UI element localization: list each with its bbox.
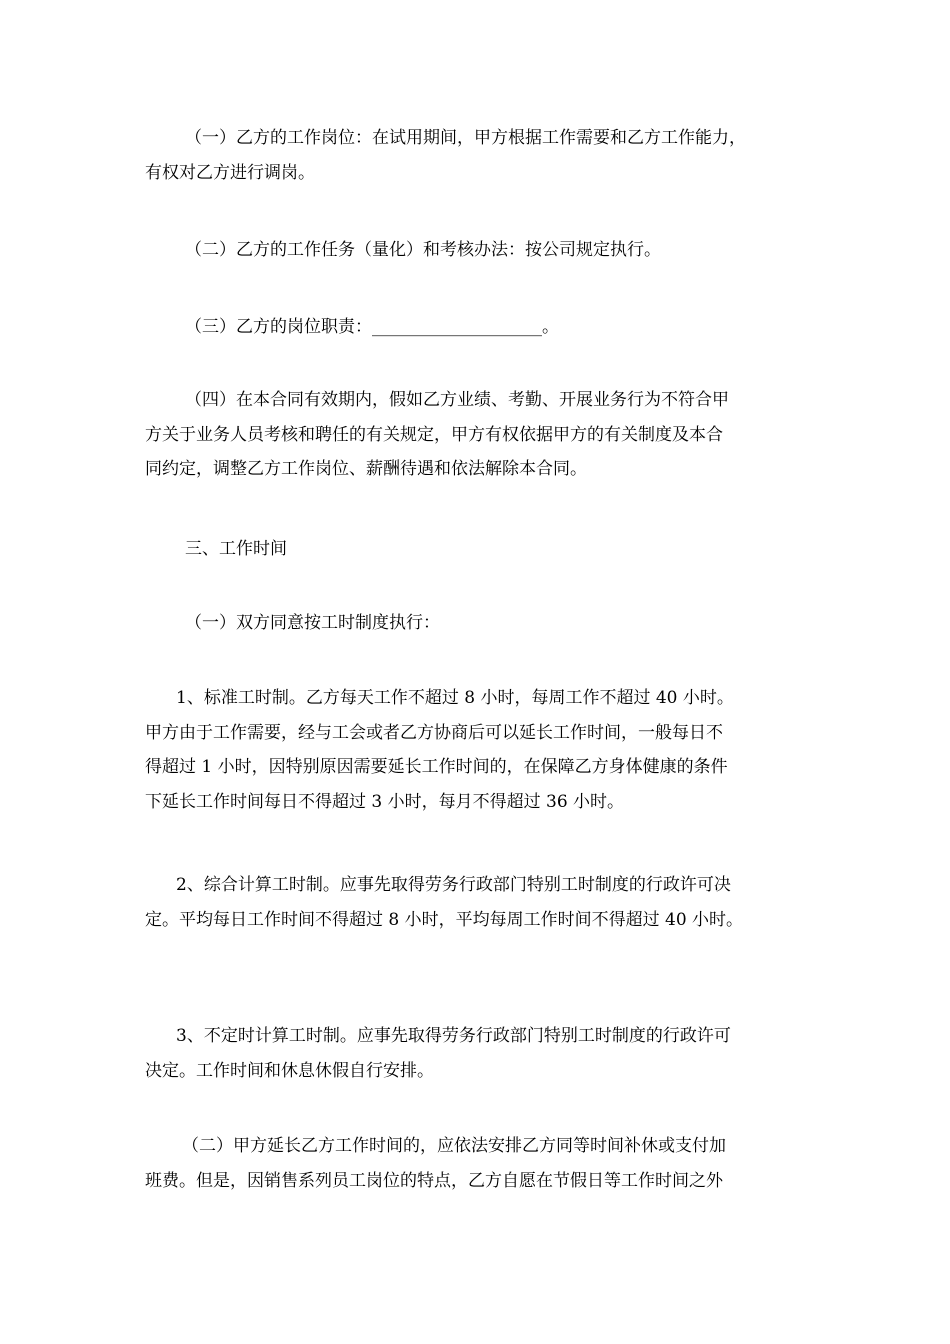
text-line: 得超过 1 小时，因特别原因需要延长工作时间的，在保障乙方身体健康的条件: [145, 757, 728, 777]
text-line: 定。平均每日工作时间不得超过 8 小时，平均每周工作时间不得超过 40 小时。: [145, 909, 744, 930]
text-line: 三、工作时间: [185, 539, 287, 559]
paragraph-job-tasks: [145, 233, 825, 268]
section-heading-working-hours: [145, 532, 825, 567]
text-line: 方关于业务人员考核和聘任的有关规定，甲方有权依据甲方的有关制度及本合: [145, 424, 723, 445]
text-line: （一）乙方的工作岗位：在试用期间，甲方根据工作需要和乙方工作能力，: [185, 128, 746, 148]
paragraph-standard-hours: [145, 681, 825, 819]
text-line: （二）甲方延长乙方工作时间的，应依法安排乙方同等时间补休或支付加: [182, 1136, 726, 1156]
text-line: 班费。但是，因销售系列员工岗位的特点，乙方自愿在节假日等工作时间之外: [145, 1170, 723, 1191]
text-line: 1、标准工时制。乙方每天工作不超过 8 小时，每周工作不超过 40 小时。: [176, 688, 734, 708]
paragraph-job-duties: [145, 310, 825, 345]
paragraph-hours-system: [145, 606, 825, 641]
text-line: 2、综合计算工时制。应事先取得劳务行政部门特别工时制度的行政许可决: [176, 875, 731, 895]
text-line: 甲方由于工作需要，经与工会或者乙方协商后可以延长工作时间，一般每日不: [145, 722, 723, 743]
text-line: 有权对乙方进行调岗。: [145, 162, 315, 183]
paragraph-job-position: [145, 121, 825, 190]
text-line: 同约定，调整乙方工作岗位、薪酬待遇和依法解除本合同。: [145, 459, 587, 479]
paragraph-flexible-hours: [145, 1019, 825, 1088]
text-line: （三）乙方的岗位职责：____________________。: [185, 317, 559, 337]
paragraph-comprehensive-hours: [145, 868, 825, 937]
paragraph-overtime: [145, 1129, 825, 1198]
text-line: （一）双方同意按工时制度执行：: [185, 613, 440, 633]
text-line: 下延长工作时间每日不得超过 3 小时，每月不得超过 36 小时。: [145, 791, 625, 812]
text-line: （四）在本合同有效期内，假如乙方业绩、考勤、开展业务行为不符合甲: [185, 390, 729, 410]
text-line: （二）乙方的工作任务（量化）和考核办法：按公司规定执行。: [185, 240, 661, 260]
paragraph-contract-adjustment: [145, 383, 825, 487]
text-line: 决定。工作时间和休息休假自行安排。: [145, 1060, 434, 1081]
text-line: 3、不定时计算工时制。应事先取得劳务行政部门特别工时制度的行政许可: [176, 1026, 731, 1046]
